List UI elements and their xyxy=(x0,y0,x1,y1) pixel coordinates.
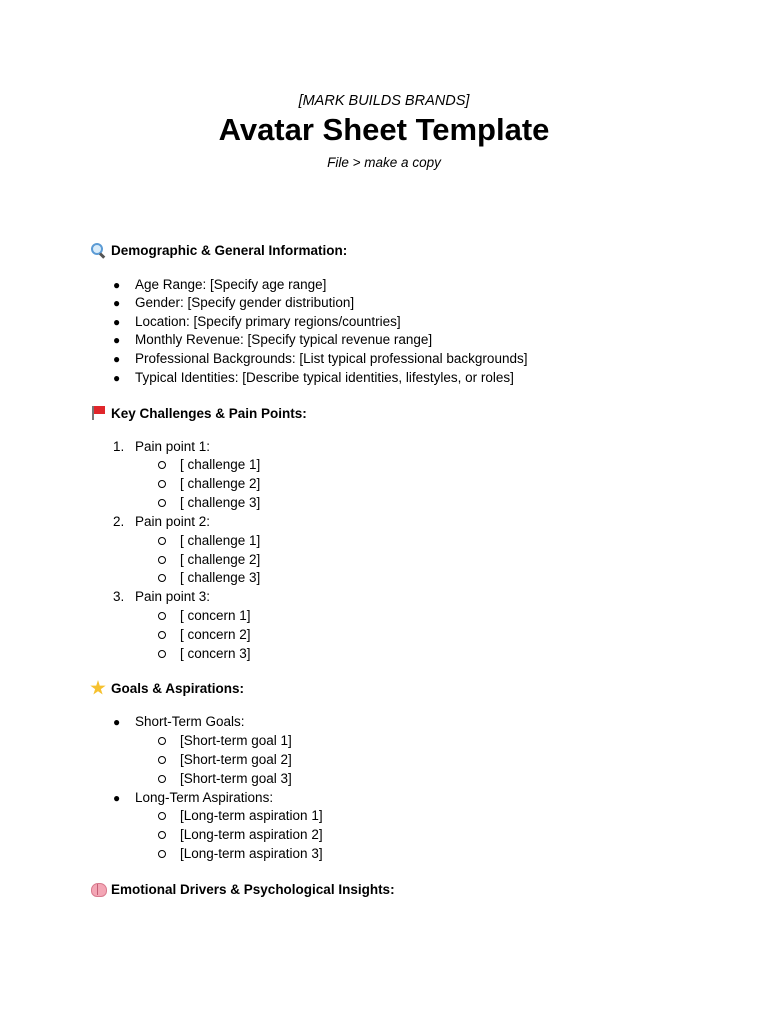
sub-list-item: [Short-term goal 3] xyxy=(180,771,292,786)
bullet-marker: ● xyxy=(113,371,121,385)
bullet-marker: ● xyxy=(113,315,121,329)
list-number: 2. xyxy=(113,514,125,529)
circle-marker xyxy=(158,751,166,769)
copy-instruction: File > make a copy xyxy=(327,155,441,170)
sub-list-item: [Long-term aspiration 2] xyxy=(180,827,323,842)
circle-marker xyxy=(158,569,166,587)
circle-marker xyxy=(158,645,166,663)
bullet-marker: ● xyxy=(113,791,121,805)
sub-list-item: [ challenge 2] xyxy=(180,476,261,491)
list-item: Short-Term Goals: xyxy=(135,714,245,729)
bullet-marker: ● xyxy=(113,296,121,310)
circle-marker xyxy=(158,456,166,474)
circle-marker xyxy=(158,826,166,844)
circle-marker xyxy=(158,845,166,863)
glowing-star-icon xyxy=(90,680,106,696)
circle-marker xyxy=(158,807,166,825)
brain-icon xyxy=(90,881,106,897)
sub-list-item: [ concern 1] xyxy=(180,608,251,623)
demographic-heading-text: Demographic & General Information: xyxy=(111,242,348,258)
list-item: Monthly Revenue: [Specify typical revenue range] xyxy=(135,332,433,347)
bullet-marker: ● xyxy=(113,715,121,729)
list-item: Gender: [Specify gender distribution] xyxy=(135,295,355,310)
circle-marker xyxy=(158,607,166,625)
list-item: Pain point 2: xyxy=(135,514,211,529)
sub-list-item: [ concern 3] xyxy=(180,646,251,661)
demographic-heading xyxy=(90,241,347,259)
circle-marker xyxy=(158,475,166,493)
challenges-heading-text: Key Challenges & Pain Points: xyxy=(111,405,307,421)
brand-label: [MARK BUILDS BRANDS] xyxy=(298,93,470,109)
circle-marker xyxy=(158,532,166,550)
circle-marker xyxy=(158,494,166,512)
goals-heading xyxy=(90,679,244,697)
list-number: 3. xyxy=(113,589,125,604)
bullet-marker: ● xyxy=(113,278,121,292)
bullet-marker: ● xyxy=(113,352,121,366)
circle-marker xyxy=(158,732,166,750)
list-number: 1. xyxy=(113,439,125,454)
list-item: Age Range: [Specify age range] xyxy=(135,277,327,292)
goals-heading-text: Goals & Aspirations: xyxy=(111,680,245,696)
emotional-heading-text: Emotional Drivers & Psychological Insights: xyxy=(111,881,395,897)
list-item: Location: [Specify primary regions/countries] xyxy=(135,314,401,329)
list-item: Professional Backgrounds: [List typical professional backgrounds] xyxy=(135,351,528,366)
emotional-heading xyxy=(90,880,395,898)
page-title: Avatar Sheet Template xyxy=(218,112,550,147)
sub-list-item: [Long-term aspiration 3] xyxy=(180,846,323,861)
sub-list-item: [ challenge 1] xyxy=(180,533,261,548)
circle-marker xyxy=(158,626,166,644)
sub-list-item: [Short-term goal 2] xyxy=(180,752,292,767)
challenges-heading xyxy=(90,404,307,422)
list-item: Long-Term Aspirations: xyxy=(135,790,274,805)
sub-list-item: [ challenge 1] xyxy=(180,457,261,472)
list-item: Pain point 1: xyxy=(135,439,211,454)
red-flag-icon xyxy=(90,405,106,421)
circle-marker xyxy=(158,770,166,788)
magnifying-glass-icon xyxy=(90,242,106,258)
list-item: Typical Identities: [Describe typical identities, lifestyles, or roles] xyxy=(135,370,514,385)
bullet-marker: ● xyxy=(113,333,121,347)
sub-list-item: [ challenge 3] xyxy=(180,495,261,510)
sub-list-item: [Short-term goal 1] xyxy=(180,733,292,748)
list-item: Pain point 3: xyxy=(135,589,211,604)
sub-list-item: [ challenge 3] xyxy=(180,570,261,585)
sub-list-item: [ concern 2] xyxy=(180,627,251,642)
sub-list-item: [ challenge 2] xyxy=(180,552,261,567)
sub-list-item: [Long-term aspiration 1] xyxy=(180,808,323,823)
circle-marker xyxy=(158,551,166,569)
